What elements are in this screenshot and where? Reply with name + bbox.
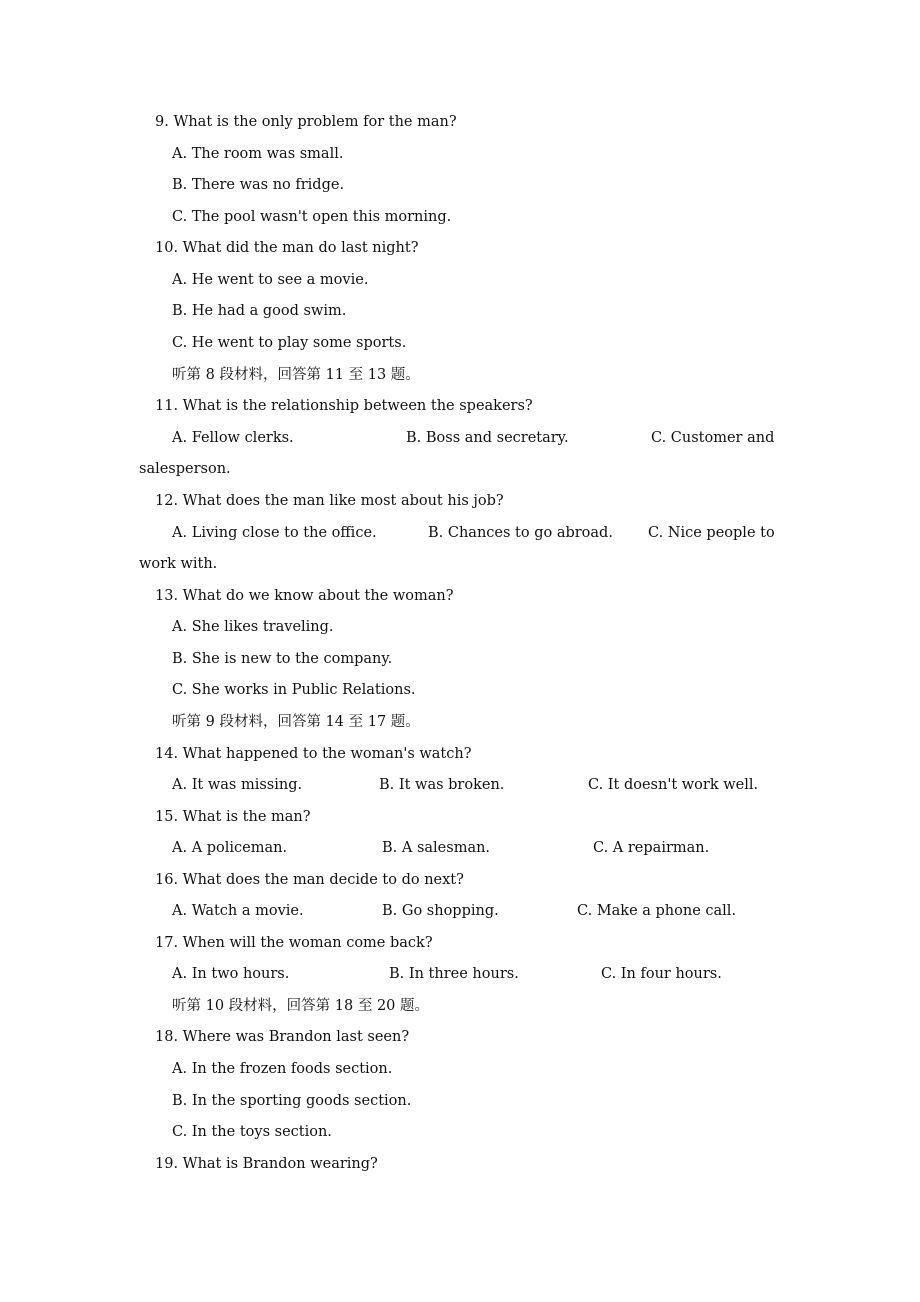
question-18: 18. Where was Brandon last seen?: [155, 1029, 410, 1045]
question-12-options: [172, 524, 782, 542]
question-17: 17. When will the woman come back?: [155, 935, 433, 951]
question-13: 13. What do we know about the woman?: [155, 588, 454, 604]
question-12-option-c: C. Nice people to: [648, 525, 775, 541]
question-9-option-a: A. The room was small.: [172, 146, 344, 162]
question-11-option-c: C. Customer and: [651, 430, 775, 446]
question-11: 11. What is the relationship between the speakers?: [155, 398, 533, 414]
question-11-option-c-continued: salesperson.: [139, 461, 231, 477]
question-12-option-b: B. Chances to go abroad.: [428, 525, 613, 541]
question-10: 10. What did the man do last night?: [155, 240, 419, 256]
question-15: 15. What is the man?: [155, 809, 311, 825]
question-19: 19. What is Brandon wearing?: [155, 1156, 378, 1172]
question-14: 14. What happened to the woman's watch?: [155, 746, 472, 762]
question-17-option-a: A. In two hours.: [172, 966, 290, 982]
section-8-instruction: 听第 8 段材料，回答第 11 至 13 题。: [172, 367, 420, 383]
question-10-option-b: B. He had a good swim.: [172, 303, 347, 319]
question-13-option-c: C. She works in Public Relations.: [172, 682, 416, 698]
question-15-option-a: A. A policeman.: [172, 840, 288, 856]
question-15-option-c: C. A repairman.: [593, 840, 710, 856]
question-16-option-b: B. Go shopping.: [382, 903, 499, 919]
question-16-options: [172, 902, 782, 920]
question-14-options: [172, 776, 782, 794]
question-16-option-c: C. Make a phone call.: [577, 903, 737, 919]
question-18-option-c: C. In the toys section.: [172, 1124, 332, 1140]
question-18-option-a: A. In the frozen foods section.: [172, 1061, 393, 1077]
question-17-option-b: B. In three hours.: [389, 966, 519, 982]
question-15-option-b: B. A salesman.: [382, 840, 491, 856]
question-12: 12. What does the man like most about his job?: [155, 493, 504, 509]
question-11-option-b: B. Boss and secretary.: [406, 430, 569, 446]
question-11-options: [172, 429, 782, 447]
question-18-option-b: B. In the sporting goods section.: [172, 1093, 412, 1109]
section-9-instruction: 听第 9 段材料，回答第 14 至 17 题。: [172, 714, 420, 730]
question-13-option-a: A. She likes traveling.: [172, 619, 334, 635]
question-17-options: [172, 965, 782, 983]
question-14-option-a: A. It was missing.: [172, 777, 303, 793]
question-14-option-b: B. It was broken.: [379, 777, 505, 793]
question-12-option-a: A. Living close to the office.: [172, 525, 377, 541]
question-9-option-c: C. The pool wasn't open this morning.: [172, 209, 452, 225]
question-10-option-a: A. He went to see a movie.: [172, 272, 369, 288]
question-17-option-c: C. In four hours.: [601, 966, 722, 982]
question-13-option-b: B. She is new to the company.: [172, 651, 393, 667]
question-9: 9. What is the only problem for the man?: [155, 114, 457, 130]
section-10-instruction: 听第 10 段材料，回答第 18 至 20 题。: [172, 998, 430, 1014]
question-15-options: [172, 839, 782, 857]
question-9-option-b: B. There was no fridge.: [172, 177, 345, 193]
question-11-option-a: A. Fellow clerks.: [172, 430, 294, 446]
question-10-option-c: C. He went to play some sports.: [172, 335, 407, 351]
question-12-option-c-continued: work with.: [139, 556, 218, 572]
question-16-option-a: A. Watch a movie.: [172, 903, 304, 919]
question-14-option-c: C. It doesn't work well.: [588, 777, 759, 793]
question-16: 16. What does the man decide to do next?: [155, 872, 464, 888]
